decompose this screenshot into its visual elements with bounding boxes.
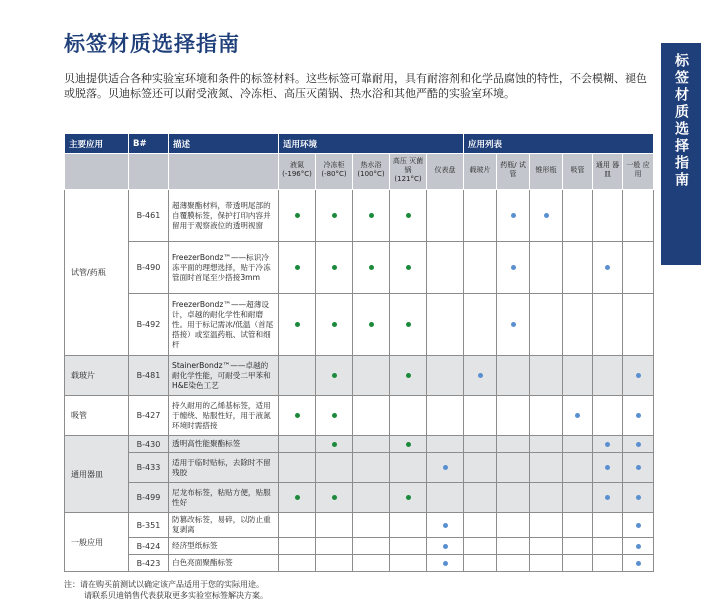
main-app-cell: 吸管	[65, 396, 129, 436]
env-cell	[279, 453, 316, 483]
list-dot-icon	[605, 265, 610, 270]
list-cell	[497, 483, 530, 513]
env-cell	[279, 190, 316, 242]
b-number-cell: B-490	[129, 242, 169, 294]
description-cell: 防篡改标签，易碎，以防止重复剥离	[169, 513, 279, 538]
subheader-list-6: 一般 应用	[623, 154, 654, 190]
table-row	[65, 190, 654, 242]
list-cell	[427, 242, 464, 294]
list-cell	[593, 453, 623, 483]
list-cell	[530, 294, 563, 356]
list-cell	[623, 294, 654, 356]
list-cell	[497, 356, 530, 396]
list-cell	[427, 190, 464, 242]
list-dot-icon	[605, 465, 610, 470]
env-cell	[279, 356, 316, 396]
list-cell	[464, 396, 497, 436]
page-title: 标签材质选择指南	[64, 32, 240, 56]
list-cell	[623, 436, 654, 453]
env-dot-icon	[406, 213, 411, 218]
table-row	[65, 555, 654, 572]
table-row	[65, 453, 654, 483]
list-cell	[497, 190, 530, 242]
intro-paragraph: 贝迪提供适合各种实验室环境和条件的标签材料。这些标签可靠耐用，具有耐溶剂和化学品腐蚀的特性，不会模糊、褪色或脱落。贝迪标签还可以耐受液氮、冷冻柜、高压灭菌锅、热水浴和其他严酷的实验室环境。	[64, 72, 647, 100]
list-cell	[623, 190, 654, 242]
env-cell	[353, 294, 390, 356]
table-header-row	[65, 134, 654, 154]
env-cell	[316, 242, 353, 294]
subheader-list-5: 通用 器皿	[593, 154, 623, 190]
list-cell	[464, 538, 497, 555]
env-dot-icon	[295, 413, 300, 418]
subheader-list-2: 药瓶/ 试管	[497, 154, 530, 190]
env-cell	[279, 294, 316, 356]
list-cell	[464, 242, 497, 294]
list-cell	[563, 396, 593, 436]
subheader-list-0: 仪表盘	[427, 154, 464, 190]
list-cell	[497, 538, 530, 555]
env-cell	[279, 483, 316, 513]
description-cell: 尼龙布标签，粘贴方便，贴服性好	[169, 483, 279, 513]
list-cell	[623, 555, 654, 572]
subheader-env-1: 冷冻柜 (-80°C)	[316, 154, 353, 190]
list-cell	[464, 294, 497, 356]
env-dot-icon	[406, 265, 411, 270]
env-cell	[390, 294, 427, 356]
env-cell	[390, 190, 427, 242]
env-dot-icon	[295, 213, 300, 218]
list-cell	[623, 483, 654, 513]
table-row	[65, 436, 654, 453]
env-cell	[353, 356, 390, 396]
list-cell	[563, 513, 593, 538]
env-dot-icon	[369, 322, 374, 327]
b-number-cell: B-433	[129, 453, 169, 483]
env-dot-icon	[369, 213, 374, 218]
footnote-line-1: 注：请在购买前测试以确定该产品适用于您的实际用途。	[64, 580, 264, 589]
env-cell	[390, 453, 427, 483]
env-cell	[316, 453, 353, 483]
b-number-cell: B-423	[129, 555, 169, 572]
header-env: 适用环境	[279, 134, 464, 154]
env-dot-icon	[332, 322, 337, 327]
env-dot-icon	[406, 322, 411, 327]
env-cell	[390, 538, 427, 555]
env-cell	[390, 436, 427, 453]
env-cell	[353, 190, 390, 242]
list-cell	[497, 555, 530, 572]
list-cell	[427, 555, 464, 572]
b-number-cell: B-461	[129, 190, 169, 242]
env-cell	[353, 242, 390, 294]
env-dot-icon	[406, 442, 411, 447]
list-cell	[593, 396, 623, 436]
b-number-cell: B-427	[129, 396, 169, 436]
list-cell	[563, 190, 593, 242]
env-cell	[353, 513, 390, 538]
list-cell	[593, 538, 623, 555]
list-cell	[427, 356, 464, 396]
list-dot-icon	[511, 265, 516, 270]
list-cell	[593, 483, 623, 513]
list-dot-icon	[511, 322, 516, 327]
env-dot-icon	[295, 265, 300, 270]
table-body	[65, 190, 654, 572]
header-desc: 描述	[169, 134, 279, 154]
list-cell	[464, 513, 497, 538]
list-cell	[593, 242, 623, 294]
footnote-line-2: 请联系贝迪销售代表获取更多实验室标签解决方案。	[84, 591, 268, 600]
env-cell	[316, 513, 353, 538]
list-cell	[427, 453, 464, 483]
main-app-cell: 通用器皿	[65, 436, 129, 513]
env-cell	[353, 396, 390, 436]
env-cell	[316, 396, 353, 436]
table-row	[65, 513, 654, 538]
list-dot-icon	[636, 544, 641, 549]
list-cell	[563, 555, 593, 572]
list-dot-icon	[478, 373, 483, 378]
env-cell	[390, 356, 427, 396]
env-cell	[390, 242, 427, 294]
list-cell	[530, 538, 563, 555]
list-dot-icon	[575, 413, 580, 418]
list-cell	[530, 453, 563, 483]
subheader-list-1: 载玻片	[464, 154, 497, 190]
list-cell	[530, 190, 563, 242]
env-dot-icon	[332, 495, 337, 500]
env-cell	[316, 294, 353, 356]
b-number-cell: B-424	[129, 538, 169, 555]
header-list: 应用列表	[464, 134, 654, 154]
subheader-list-4: 吸管	[563, 154, 593, 190]
table-row	[65, 294, 654, 356]
env-cell	[353, 483, 390, 513]
env-cell	[279, 555, 316, 572]
list-cell	[530, 242, 563, 294]
list-cell	[623, 453, 654, 483]
env-cell	[390, 396, 427, 436]
list-cell	[563, 294, 593, 356]
env-dot-icon	[332, 442, 337, 447]
env-cell	[316, 356, 353, 396]
env-dot-icon	[406, 495, 411, 500]
header-main-app: 主要应用	[65, 134, 129, 154]
list-cell	[497, 294, 530, 356]
env-cell	[316, 555, 353, 572]
list-cell	[530, 396, 563, 436]
env-cell	[316, 190, 353, 242]
env-cell	[279, 396, 316, 436]
description-cell: 持久耐用的乙烯基标签，适用于缠绕、贴服性好，用于液氮环境时需搭接	[169, 396, 279, 436]
list-cell	[563, 538, 593, 555]
env-cell	[316, 538, 353, 555]
side-tab	[661, 43, 701, 265]
list-cell	[530, 483, 563, 513]
env-cell	[390, 555, 427, 572]
side-tab-label: 标签材质选择指南	[673, 53, 689, 189]
env-dot-icon	[332, 213, 337, 218]
b-number-cell: B-499	[129, 483, 169, 513]
selection-table	[64, 133, 654, 572]
env-dot-icon	[332, 373, 337, 378]
main-app-cell: 载玻片	[65, 356, 129, 396]
list-cell	[593, 356, 623, 396]
list-cell	[464, 555, 497, 572]
list-cell	[427, 538, 464, 555]
subheader-blank	[169, 154, 279, 190]
table-row	[65, 483, 654, 513]
env-cell	[316, 483, 353, 513]
list-cell	[427, 513, 464, 538]
list-cell	[530, 513, 563, 538]
list-cell	[623, 242, 654, 294]
env-cell	[279, 242, 316, 294]
list-dot-icon	[636, 561, 641, 566]
list-cell	[497, 396, 530, 436]
list-cell	[563, 453, 593, 483]
list-cell	[464, 356, 497, 396]
env-cell	[279, 513, 316, 538]
list-cell	[563, 483, 593, 513]
list-dot-icon	[636, 523, 641, 528]
table-row	[65, 396, 654, 436]
list-dot-icon	[443, 523, 448, 528]
list-dot-icon	[511, 213, 516, 218]
subheader-env-0: 液氮 (-196°C)	[279, 154, 316, 190]
env-dot-icon	[295, 495, 300, 500]
list-dot-icon	[443, 561, 448, 566]
list-cell	[497, 513, 530, 538]
list-cell	[593, 294, 623, 356]
env-cell	[353, 453, 390, 483]
list-dot-icon	[636, 413, 641, 418]
subheader-env-3: 高压 灭菌锅 (121°C)	[390, 154, 427, 190]
b-number-cell: B-430	[129, 436, 169, 453]
list-cell	[497, 453, 530, 483]
env-cell	[353, 436, 390, 453]
footnote	[64, 579, 268, 601]
b-number-cell: B-481	[129, 356, 169, 396]
list-dot-icon	[605, 495, 610, 500]
description-cell: 超薄聚酯材料，带透明尾部的自覆膜标签，保护打印内容并留用于观察液位的透明视窗	[169, 190, 279, 242]
list-cell	[464, 190, 497, 242]
env-cell	[353, 555, 390, 572]
list-cell	[464, 483, 497, 513]
env-cell	[316, 436, 353, 453]
subheader-blank	[129, 154, 169, 190]
list-dot-icon	[636, 442, 641, 447]
list-cell	[563, 242, 593, 294]
list-dot-icon	[443, 465, 448, 470]
list-cell	[530, 436, 563, 453]
env-dot-icon	[332, 413, 337, 418]
env-cell	[279, 538, 316, 555]
main-app-cell: 一般应用	[65, 513, 129, 572]
list-cell	[464, 436, 497, 453]
list-cell	[593, 555, 623, 572]
table-subheader-row	[65, 154, 654, 190]
list-cell	[427, 294, 464, 356]
subheader-blank	[65, 154, 129, 190]
subheader-env-2: 热水浴 (100°C)	[353, 154, 390, 190]
env-dot-icon	[332, 265, 337, 270]
env-dot-icon	[406, 373, 411, 378]
env-cell	[353, 538, 390, 555]
description-cell: 经济型纸标签	[169, 538, 279, 555]
table-row	[65, 538, 654, 555]
description-cell: 透明高性能聚酯标签	[169, 436, 279, 453]
header-bno: B#	[129, 134, 169, 154]
description-cell: FreezerBondz™——超薄设计，卓越的耐化学性和耐磨性。用于标记需冰/低温（首尾搭接）或室温药瓶、试管和细杆	[169, 294, 279, 356]
list-cell	[530, 555, 563, 572]
list-cell	[563, 356, 593, 396]
list-cell	[530, 356, 563, 396]
list-cell	[497, 242, 530, 294]
description-cell: 白色亮面聚酯标签	[169, 555, 279, 572]
env-cell	[279, 436, 316, 453]
list-dot-icon	[544, 213, 549, 218]
list-cell	[623, 513, 654, 538]
subheader-list-3: 锥形瓶	[530, 154, 563, 190]
list-dot-icon	[443, 544, 448, 549]
env-dot-icon	[295, 322, 300, 327]
b-number-cell: B-351	[129, 513, 169, 538]
list-cell	[427, 483, 464, 513]
list-dot-icon	[636, 465, 641, 470]
description-cell: 适用于临时贴标，去除时不留残胶	[169, 453, 279, 483]
list-cell	[593, 436, 623, 453]
list-cell	[623, 356, 654, 396]
list-cell	[593, 190, 623, 242]
description-cell: StainerBondz™——卓越的耐化学性能，可耐受二甲苯和H&E染色工艺	[169, 356, 279, 396]
list-cell	[427, 436, 464, 453]
list-cell	[623, 538, 654, 555]
b-number-cell: B-492	[129, 294, 169, 356]
list-cell	[497, 436, 530, 453]
list-cell	[623, 396, 654, 436]
list-dot-icon	[605, 442, 610, 447]
description-cell: FreezerBondz™——标识冷冻平面的理想选择，贴于冷冻管面时首尾至少搭接3mm	[169, 242, 279, 294]
list-cell	[563, 436, 593, 453]
list-cell	[427, 396, 464, 436]
list-dot-icon	[636, 373, 641, 378]
table-row	[65, 242, 654, 294]
env-cell	[390, 483, 427, 513]
list-cell	[593, 513, 623, 538]
table-row	[65, 356, 654, 396]
list-cell	[464, 453, 497, 483]
list-dot-icon	[636, 495, 641, 500]
env-dot-icon	[369, 265, 374, 270]
main-app-cell: 试管/药瓶	[65, 190, 129, 356]
env-cell	[390, 513, 427, 538]
